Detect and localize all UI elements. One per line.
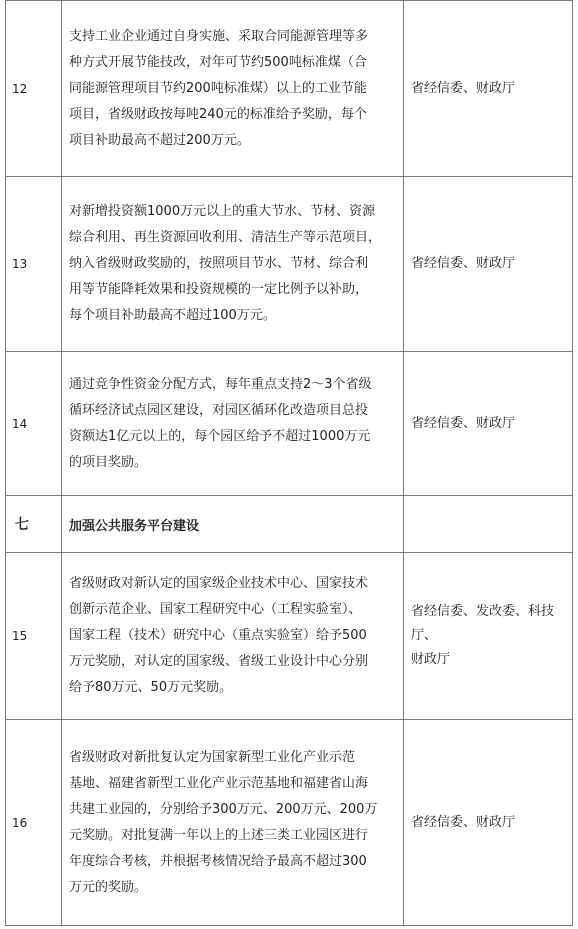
description-line: 同能源管理项目节约200吨标准煤）以上的工业节能 [69,80,367,96]
policy-table [5,0,573,926]
description-line: 国家工程（技术）研究中心（重点实验室）给予500 [69,628,367,643]
row-department: 省经信委、财政厅 [404,720,573,926]
description-line: 支持工业企业通过自身实施、采取合同能源管理等多 [69,28,369,44]
table-row [6,352,573,496]
row-description [62,720,404,926]
description-line: 共建工业园的，分别给予300万元、200万元、200万 [69,801,378,817]
section-title: 加强公共服务平台建设 [62,496,404,553]
row-department: 省经信委、财政厅 [404,177,573,352]
row-department: 省经信委、财政厅 [404,352,573,496]
section-number: 七 [6,496,62,553]
row-number: 13 [6,177,62,352]
table-row [6,1,573,177]
empty-cell [404,496,573,553]
description-line: 项目补助最高不超过200万元。 [69,132,250,148]
description-line: 综合利用、再生资源回收利用、清洁生产等示范项目， [69,230,382,245]
description-line: 每个项目补助最高不超过100万元。 [69,308,276,323]
row-number: 16 [6,720,62,926]
description-line: 万元奖励，对认定的国家级、省级工业设计中心分别 [69,654,369,669]
row-description [62,177,404,352]
row-department: 省经信委、财政厅 [404,1,573,177]
table-row [6,553,573,720]
description-line: 创新示范企业、国家工程研究中心（工程实验室）、 [69,602,362,617]
department-line: 省经信委、发改委、科技厅、 [411,604,555,643]
description-line: 万元的奖励。 [69,879,148,895]
row-department [404,553,573,720]
department-line: 财政厅 [411,652,451,667]
row-number: 14 [6,352,62,496]
description-line: 资额达1亿元以上的，每个园区给予不超过1000万元 [69,428,371,444]
description-line: 对新增投资额1000万元以上的重大节水、节材、资源 [69,204,376,219]
description-line: 用等节能降耗效果和投资规模的一定比例予以补助， [69,282,369,297]
description-line: 种方式开展节能技改，对年可节约500吨标准煤（合 [69,54,367,70]
description-line: 元奖励。对批复满一年以上的上述三类工业园区进行 [69,827,369,843]
description-line: 循环经济试点园区建设，对园区循环化改造项目总投 [69,402,369,418]
description-line: 项目，省级财政按每吨240元的标准给予奖励，每个 [69,106,367,122]
description-line: 给予80万元、50万元奖励。 [69,680,233,695]
description-line: 基地、福建省新型工业化产业示范基地和福建省山海 [69,775,369,791]
table-row [6,177,573,352]
row-description [62,1,404,177]
description-line: 通过竞争性资金分配方式，每年重点支持2～3个省级 [69,376,372,392]
row-number: 15 [6,553,62,720]
row-description [62,352,404,496]
table-row [6,720,573,926]
row-description [62,553,404,720]
description-line: 省级财政对新批复认定为国家新型工业化产业示范 [69,749,356,765]
row-number: 12 [6,1,62,177]
description-line: 省级财政对新认定的国家级企业技术中心、国家技术 [69,576,369,591]
description-line: 的项目奖励。 [69,454,148,470]
description-line: 纳入省级财政奖励的，按照项目节水、节材、综合利 [69,256,369,271]
section-header-row [6,496,573,553]
description-line: 年度综合考核，并根据考核情况给予最高不超过300 [69,853,367,869]
